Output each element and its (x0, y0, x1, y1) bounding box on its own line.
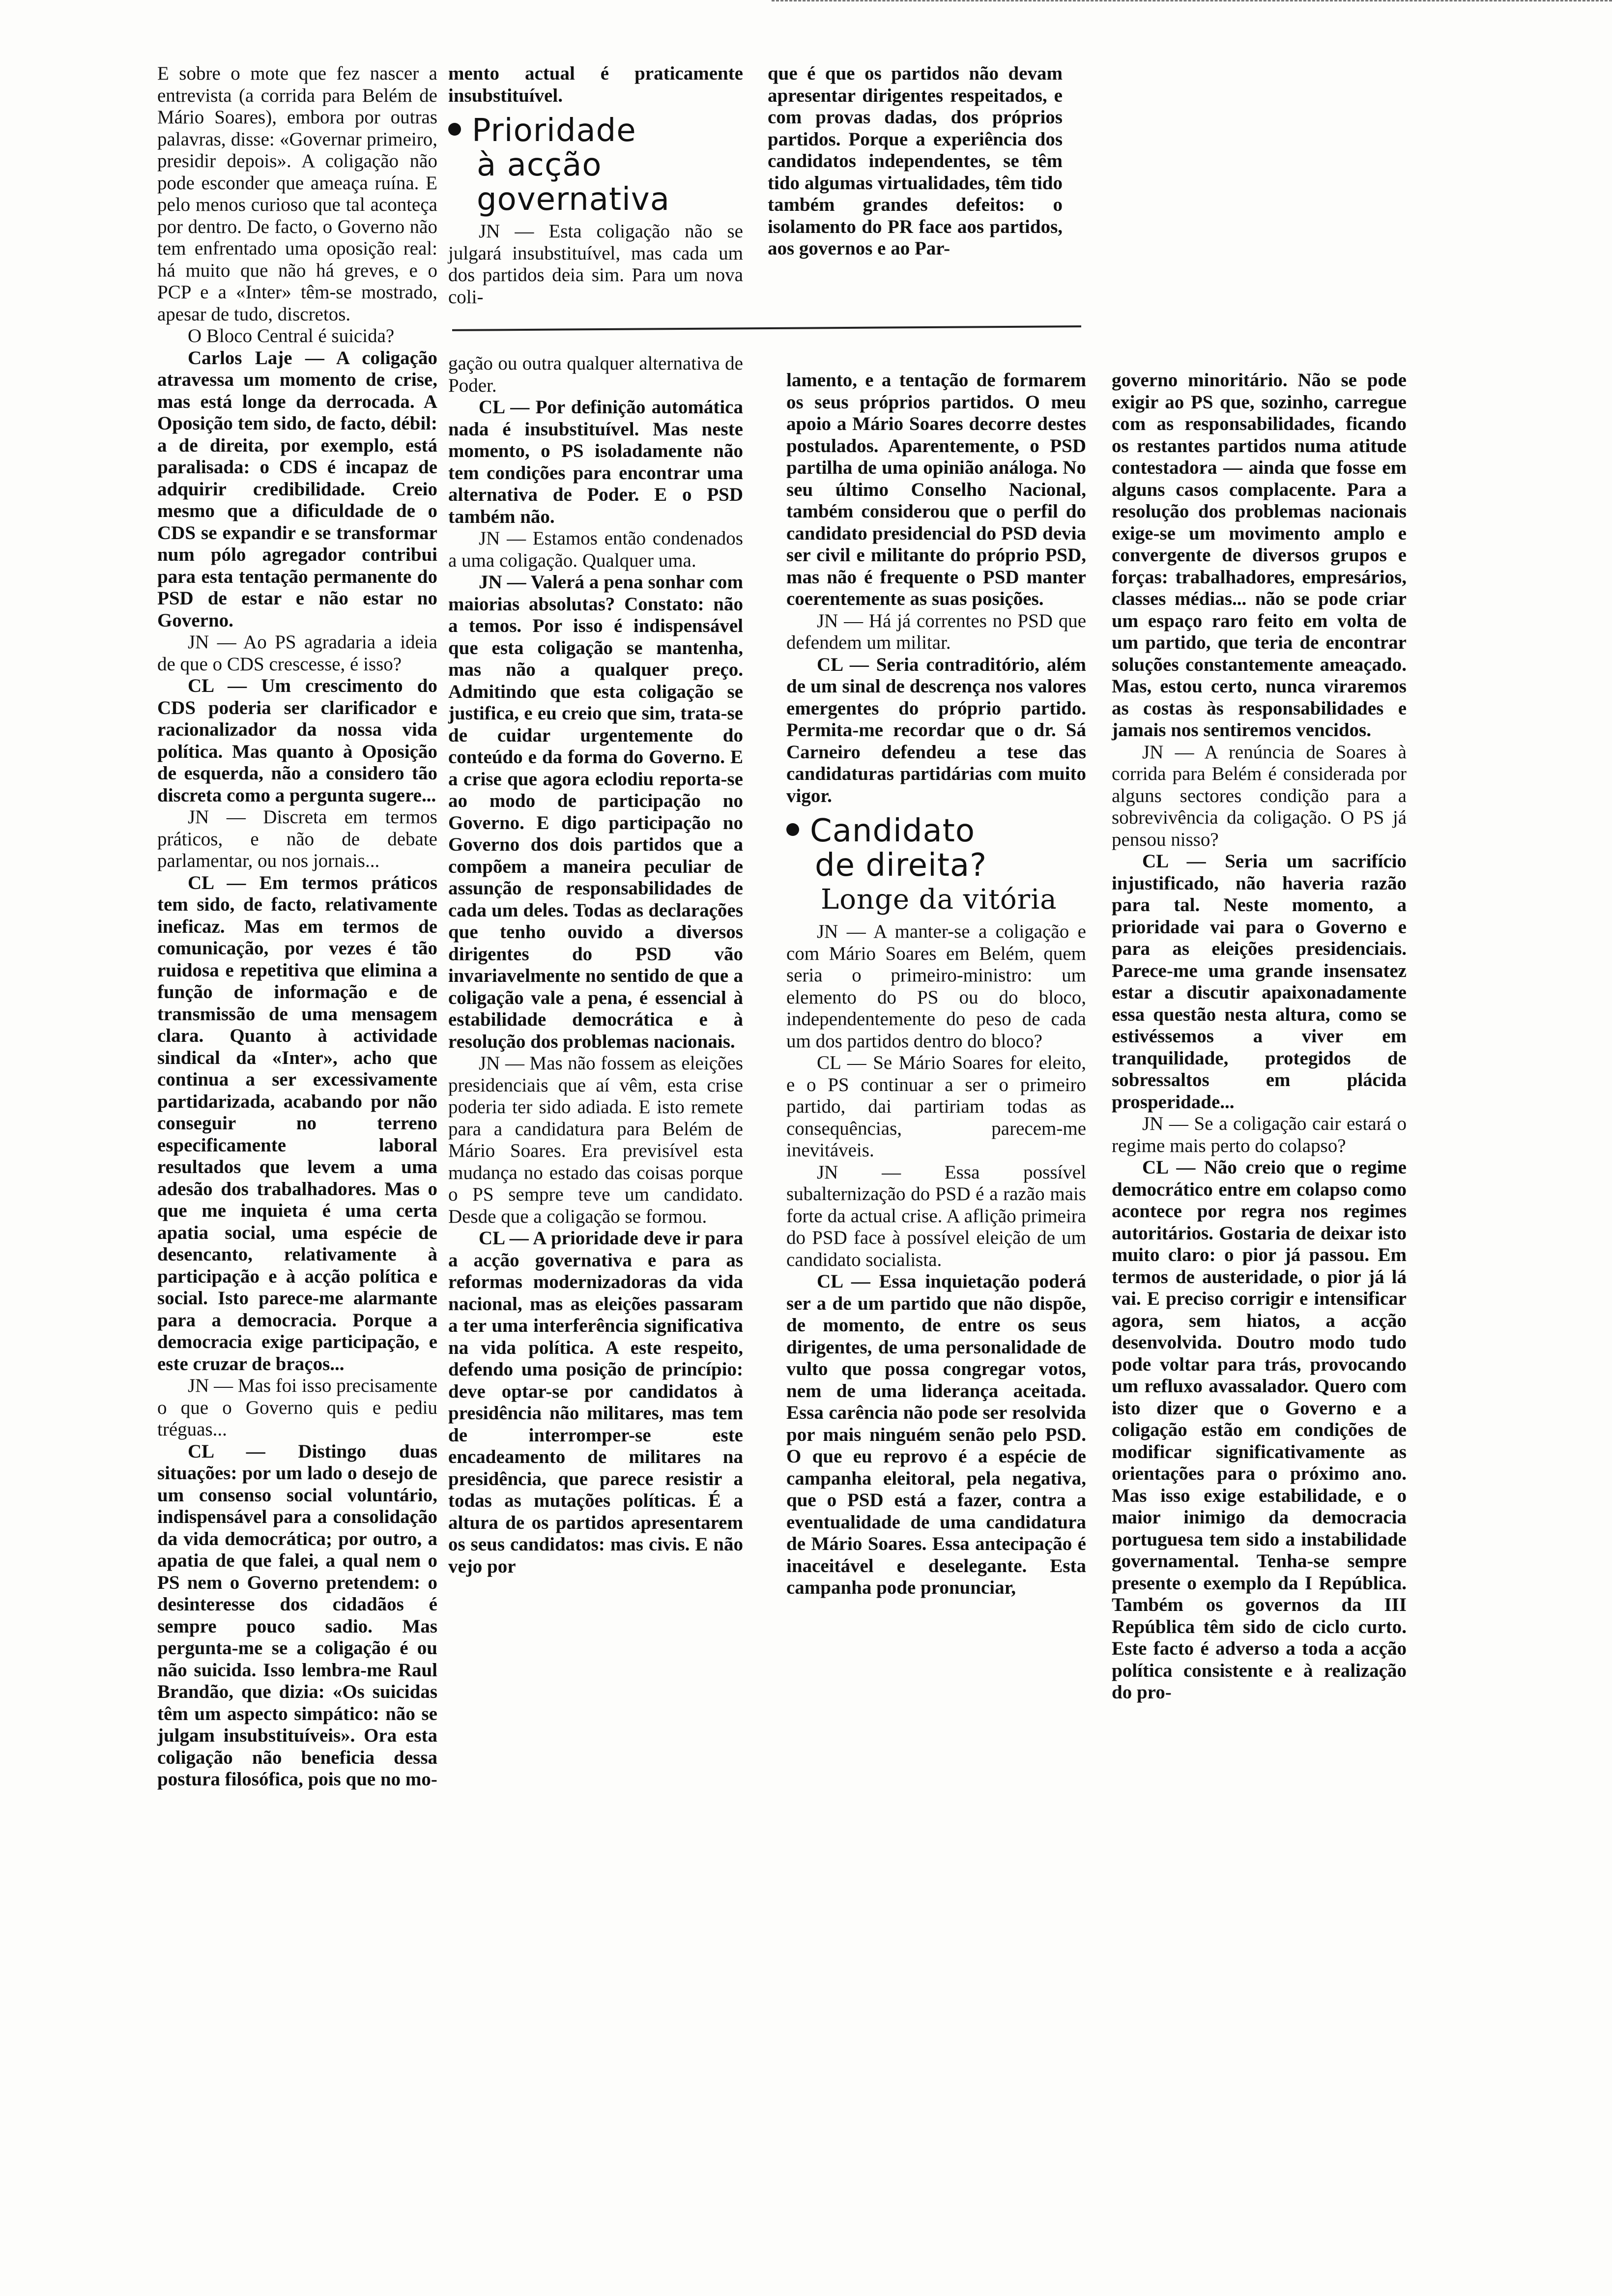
article-paragraph: E sobre o mote que fez nascer a entrevista (a corrida para Belém de Mário Soares), embora por outras palavras, disse: «Governar primeiro, presidir depois». A coligação não pode esconder que ameaça ruína. E pelo menos curioso que tal aconteça por dentro. De facto, o Governo não tem enfrentado uma oposição real: há muito que não há greves, e o PCP e a «Inter» têm-se mostrado, apesar de tudo, discretos. (157, 63, 437, 325)
top-edge-line (772, 0, 1612, 3)
bullet-dot (448, 123, 461, 136)
subheading-line: de direita? (815, 847, 987, 884)
article-paragraph: JN — Valerá a pena sonhar com maiorias absolutas? Constato: não a temos. Por isso é indispensável que esta coligação se mantenha, mas não a qualquer preço. Admitindo que esta coligação se justifica, e eu creio que sim, trata-se de cuidar urgentemente do conteúdo e da forma do Governo. E a crise que agora eclodiu reporta-se ao modo de participação no Governo. E digo participação no Governo dos dois partidos que a compõem a maneira peculiar de assunção de responsabilidades de cada um deles. Todas as declarações que tenho ouvido a diversos dirigentes do PSD vão invariavelmente no sentido de que a coligação vale a pena, é essencial à estabilidade democrática e à resolução dos problemas nacionais. (448, 572, 743, 1052)
article-paragraph: CL — Seria contraditório, além de um sinal de descrença nos valores emergentes do próprio partido. Permita-me recordar que o dr. Sá Carneiro defendeu a tese das candidaturas partidárias com muito vigor. (786, 654, 1086, 806)
column-4 (1112, 370, 1407, 1704)
article-paragraph: CL — Distingo duas situações: por um lado o desejo de um consenso social voluntário, indispensável para a consolidação da vida democrática; por outro, a apatia de que falei, a qual nem o PS nem o Governo pretendem: o desinteresse dos cidadãos é sempre pouco sadio. Mas pergunta-me se a coligação é ou não suicida. Isso lembra-me Raul Brandão, que dizia: «Os suicidas têm um aspecto simpático: não se julgam insubstituíveis». Ora esta coligação não beneficia dessa postura filosófica, pois que no mo- (157, 1440, 437, 1790)
column-2-question (448, 221, 743, 308)
article-paragraph: JN — Essa possível subalternização do PSD é a razão mais forte da actual crise. A aflição primeira do PSD face à possível eleição de um candidato socialista. (786, 1161, 1086, 1270)
article-paragraph: Carlos Laje — A coligação atravessa um momento de crise, mas está longe da derrocada. A Oposição tem sido, de facto, débil: a de direita, por exemplo, está paralisada: o CDS é incapaz de adquirir credibilidade. Creio mesmo que a dificuldade de o CDS se expandir e se transformar num pólo agregador contribui para esta tentação permanente do PSD de estar e não estar no Governo. (157, 347, 437, 631)
article-paragraph: que é que os partidos não devam apresentar dirigentes respeitados, e com provas dadas, dos próprios partidos. Porque a experiência dos candidatos independentes, se têm tido algumas virtualidades, têm tido também grandes defeitos: o isolamento do PR face aos partidos, aos governos e ao Par- (768, 63, 1063, 259)
article-paragraph: CL — Essa inquietação poderá ser a de um partido que não dispõe, de momento, de entre os seus dirigentes, de uma personalidade de vulto que possa congregar votos, nem de uma liderança aceitada. Essa carência não pode ser resolvida por mais ninguém senão pelo PSD. O que eu reprovo é a espécie de campanha eleitoral, pela negativa, que o PSD está a fazer, contra a eventualidade de uma candidatura de Mário Soares. Essa antecipação é inaceitável e deselegante. Esta campanha pode pronunciar, (786, 1271, 1086, 1598)
article-paragraph: JN — Ao PS agradaria a ideia de que o CDS crescesse, é isso? (157, 631, 437, 675)
article-paragraph: JN — Esta coligação não se julgará insubstituível, mas cada um dos partidos deia sim. Para um nova coli- (448, 221, 743, 308)
article-paragraph: JN — Mas foi isso precisamente o que o Governo quis e pediu tréguas... (157, 1375, 437, 1440)
subheading-line: governativa (477, 181, 670, 218)
column-3 (786, 370, 1086, 1599)
article-paragraph: JN — Discreta em termos práticos, e não de debate parlamentar, ou nos jornais... (157, 806, 437, 871)
subheading-line (448, 114, 743, 148)
subheading-line: à acção (477, 147, 602, 183)
article-paragraph: governo minoritário. Não se pode exigir ao PS que, sozinho, carregue com as responsabilidades, ficando os restantes partidos numa atitude contestadora — ainda que fosse em alguns casos complacente. Para a resolução dos problemas nacionais exige-se um movimento amplo e convergente de diversos grupos e forças: trabalhadores, empresários, classes médias... não se pode criar um espaço raro feito em volta de um partido, que teria de encontrar soluções constantemente ameaçado. Mas, estou certo, nunca viraremos as costas às responsabilidades e jamais nos sentiremos vencidos. (1112, 370, 1407, 741)
column-2-opening (448, 63, 743, 107)
article-paragraph: CL — Um crescimento do CDS poderia ser clarificador e racionalizador da nossa vida política. Mas quanto à Oposição de esquerda, não a considero tão discreta como a pergunta sugere... (157, 675, 437, 806)
article-paragraph: CL — Por definição automática nada é insubstituível. Mas neste momento, o PS isoladamente não tem condições para encontrar uma alternativa de Poder. E o PSD também não. (448, 397, 743, 527)
subheading-line: Longe da vitória (821, 884, 1057, 916)
article-paragraph: CL — Não creio que o regime democrático entre em colapso como acontece por regra nos regimes autoritários. Gostaria de deixar isto muito claro: o pior já passou. Em termos de austeridade, o pior já lá vai. E preciso corrigir e intensificar agora, sem hiatos, a acção desenvolvida. Doutro modo tudo pode voltar para trás, provocando um refluxo avassalador. Quero com isto dizer que o Governo e a coligação estão em condições de modificar significativamente as orientações para o próximo ano. Mas isso exige estabilidade, e o maior inimigo da democracia portuguesa tem sido a instabilidade governamental. Tenha-se sempre presente o exemplo da I República. Também os governos da III República têm sido de ciclo curto. Este facto é adverso a toda a acção política consistente e à realização do pro- (1112, 1157, 1407, 1703)
column-3-continued (786, 921, 1086, 1599)
article-paragraph: JN — Estamos então condenados a uma coligação. Qualquer uma. (448, 528, 743, 571)
article-paragraph: JN — Se a coligação cair estará o regime mais perto do colapso? (1112, 1113, 1407, 1156)
column-3-top (768, 63, 1063, 260)
article-paragraph: CL — A prioridade deve ir para a acção governativa e para as reformas modernizadoras da vida nacional, mas as eleições passaram a ter uma interferência significativa na vida política. A este respeito, defendo uma posição de princípio: deve optar-se por candidatos à presidência não militares, mas tem de interromper-se este encadeamento de militares na presidência, que parece resistir a todas as mutações políticas. É a altura de os partidos apresentarem os seus candidatos: mas civis. E não vejo por (448, 1228, 743, 1577)
article-paragraph: O Bloco Central é suicida? (188, 325, 395, 346)
article-paragraph: gação ou outra qualquer alternativa de Poder. (448, 353, 743, 396)
section-divider-rule (452, 325, 1081, 331)
column-2 (448, 353, 743, 1578)
article-paragraph: JN — Mas não fossem as eleições presidenciais que aí vêm, esta crise poderia ter sido adiada. E isto remete para a candidatura para Belém de Mário Soares. Era previsível esta mudança no estado das coisas porque o PS sempre teve um candidato. Desde que a coligação se formou. (448, 1053, 743, 1227)
article-paragraph: CL — Se Mário Soares for eleito, e o PS continuar a ser o primeiro partido, dai partiriam todas as consequências, parecem-me inevitáveis. (786, 1052, 1086, 1161)
article-paragraph: JN — Há já correntes no PSD que defendem um militar. (786, 610, 1086, 653)
article-paragraph: JN — A renúncia de Soares à corrida para Belém é considerada por alguns sectores condição para a sobrevivência da coligação. O PS já pensou nisso? (1112, 741, 1407, 850)
bullet-dot (786, 823, 799, 836)
column-1 (157, 63, 437, 1791)
article-paragraph: lamento, e a tentação de formarem os seus próprios partidos. O meu apoio a Mário Soares decorre destes postulados. Aparentemente, o PSD partilha de uma opinião análoga. No seu último Conselho Nacional, também considerou que o perfil do candidato presidencial do PSD devia ser civil e militante do próprio PSD, mas não é frequente o PSD manter coerentemente as suas posições. (786, 370, 1086, 609)
article-paragraph: mento actual é praticamente insubstituível. (448, 63, 743, 106)
subheading-text: Candidato (810, 813, 975, 849)
column-3-body (786, 370, 1086, 807)
article-paragraph: JN — A manter-se a coligação e com Mário Soares em Belém, quem seria o primeiro-ministro: um elemento do PS ou do bloco, independentemente do peso de cada um dos partidos dentro do bloco? (786, 921, 1086, 1052)
subheading-candidato (786, 814, 1086, 917)
subheading-prioridade (448, 114, 743, 217)
column-2-top (448, 63, 743, 308)
subheading-text: Prioridade (472, 113, 636, 149)
article-paragraph: CL — Em termos práticos tem sido, de facto, relativamente ineficaz. Mas em termos de comunicação, por vezes é tão ruidosa e repetitiva que elimina a função de informação e de transmissão de uma mensagem clara. Quanto à actividade sindical da «Inter», acho que continua a ser excessivamente partidarizada, acabando por não conseguir no terreno especificamente laboral resultados que levem a uma adesão dos trabalhadores. Mas o que me inquieta é uma certa apatia social, uma espécie de desencanto, relativamente à participação e à acção política e social. Isto parece-me alarmante para a democracia. Porque a democracia exige participação, e este cruzar de braços... (157, 872, 437, 1375)
subheading-line (786, 814, 1086, 848)
article-paragraph: CL — Seria um sacrifício injustificado, não haveria razão para tal. Neste momento, a prioridade vai para o Governo e para as eleições presidenciais. Parece-me uma grande insensatez estar a discutir apaixonadamente essa questão nesta altura, como se estivéssemos a viver em tranquilidade, protegidos de sobressaltos em plácida prosperidade... (1112, 851, 1407, 1113)
